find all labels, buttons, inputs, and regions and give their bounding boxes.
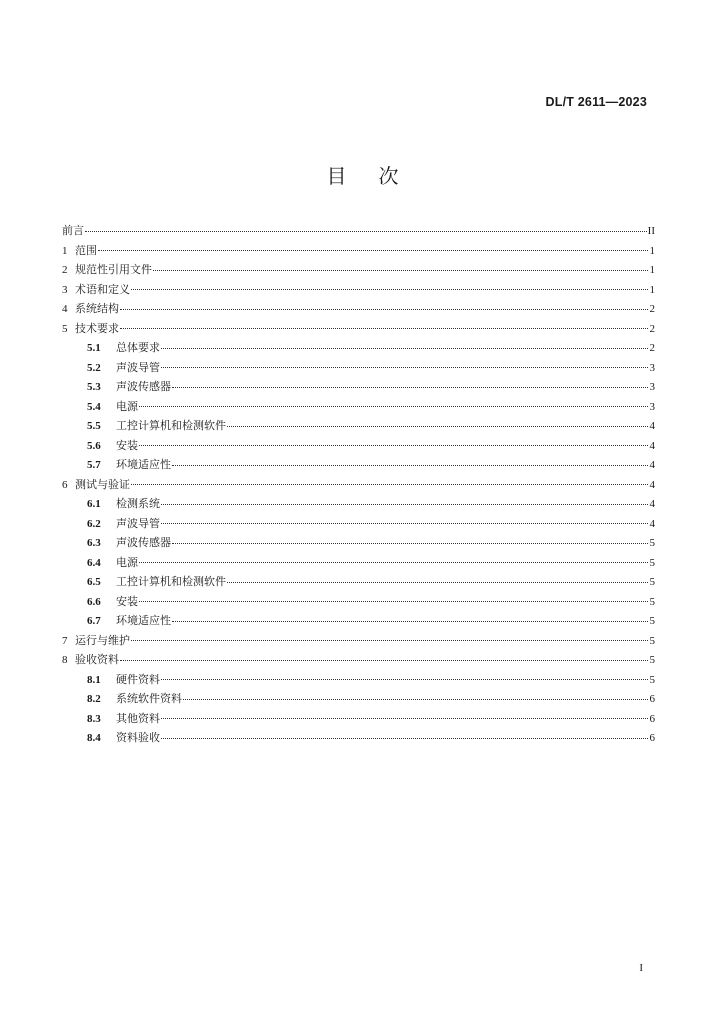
toc-entry-page: 5 [649, 595, 655, 608]
toc-dot-leader [85, 230, 647, 232]
toc-entry-label: 声波传感器 [116, 536, 171, 549]
toc-dot-leader [131, 483, 648, 485]
toc-entry[interactable] [62, 728, 655, 748]
toc-entry-number: 5.2 [87, 361, 101, 374]
toc-entry[interactable] [62, 709, 655, 729]
toc-entry-page: 4 [649, 478, 655, 491]
toc-entry[interactable] [62, 377, 655, 397]
toc-entry[interactable] [62, 397, 655, 417]
toc-entry[interactable] [62, 455, 655, 475]
table-of-contents [62, 221, 655, 748]
toc-dot-leader [120, 308, 648, 310]
toc-entry[interactable] [62, 436, 655, 456]
toc-entry-label: 工控计算机和检测软件 [116, 419, 226, 432]
toc-entry-page: 6 [649, 712, 655, 725]
toc-entry-label: 前言 [62, 224, 84, 237]
toc-entry[interactable] [62, 572, 655, 592]
toc-entry-page: 3 [649, 400, 655, 413]
toc-entry[interactable] [62, 514, 655, 534]
toc-dot-leader [172, 386, 648, 388]
toc-entry-number: 5.7 [87, 459, 101, 471]
toc-dot-leader [172, 542, 648, 544]
toc-entry-page: 1 [649, 283, 655, 296]
toc-entry-page: 1 [649, 264, 655, 276]
toc-dot-leader [139, 405, 648, 407]
toc-entry-number: 5.6 [87, 439, 101, 452]
toc-entry[interactable] [62, 241, 655, 261]
toc-entry-label: 检测系统 [116, 497, 160, 510]
toc-entry-number: 6.6 [87, 595, 101, 608]
toc-entry-label: 工控计算机和检测软件 [116, 575, 226, 588]
toc-entry-label: 总体要求 [116, 341, 160, 354]
toc-entry-number: 8 [62, 654, 68, 666]
toc-dot-leader [139, 444, 648, 446]
toc-entry-page: 2 [649, 303, 655, 315]
toc-entry-number: 6.3 [87, 537, 101, 549]
toc-entry-label: 声波导管 [116, 516, 160, 530]
toc-entry[interactable] [62, 475, 655, 495]
toc-dot-leader [120, 327, 648, 329]
toc-dot-leader [131, 288, 648, 290]
toc-entry-number: 3 [62, 283, 68, 296]
toc-entry-number: 6.5 [87, 576, 101, 588]
toc-entry-number: 8.2 [87, 693, 101, 705]
toc-entry-label: 电源 [116, 399, 138, 413]
toc-entry-label: 资料验收 [116, 731, 160, 744]
page-title: 目次 [326, 164, 431, 188]
toc-entry-page: 2 [649, 322, 655, 335]
toc-entry-page: 5 [649, 576, 655, 588]
toc-entry[interactable] [62, 533, 655, 553]
toc-dot-leader [161, 737, 648, 739]
toc-entry[interactable] [62, 416, 655, 436]
toc-entry-page: 6 [649, 732, 655, 744]
toc-entry[interactable] [62, 358, 655, 378]
toc-entry-number: 6 [62, 478, 68, 491]
toc-entry-number: 5.5 [87, 420, 101, 432]
toc-entry-page: 4 [649, 439, 655, 452]
toc-dot-leader [227, 425, 648, 427]
toc-entry-page: 2 [649, 342, 655, 354]
toc-dot-leader [172, 464, 648, 466]
toc-entry-number: 8.1 [87, 673, 101, 686]
toc-entry[interactable] [62, 280, 655, 300]
toc-entry[interactable] [62, 260, 655, 280]
toc-entry-label: 范围 [75, 243, 97, 257]
toc-dot-leader [161, 678, 648, 680]
toc-entry-page: 5 [649, 615, 655, 627]
toc-entry-page: II [647, 225, 655, 237]
toc-entry-page: 5 [649, 556, 655, 569]
toc-entry-page: 6 [649, 693, 655, 705]
toc-entry-page: 5 [649, 673, 655, 686]
toc-entry[interactable] [62, 631, 655, 651]
toc-entry-number: 5.3 [87, 381, 101, 393]
toc-entry[interactable] [62, 338, 655, 358]
toc-dot-leader [161, 522, 648, 524]
toc-entry[interactable] [62, 592, 655, 612]
toc-dot-leader [183, 698, 648, 700]
page-number: I [639, 962, 643, 974]
toc-dot-leader [153, 269, 648, 271]
toc-entry-number: 5.1 [87, 342, 101, 354]
toc-entry-page: 5 [649, 634, 655, 647]
toc-entry-number: 8.3 [87, 712, 101, 725]
toc-entry-label: 硬件资料 [116, 672, 160, 686]
toc-entry[interactable] [62, 650, 655, 670]
toc-entry-number: 5 [62, 322, 68, 335]
toc-dot-leader [131, 639, 648, 641]
toc-dot-leader [227, 581, 648, 583]
toc-entry[interactable] [62, 494, 655, 514]
toc-entry-label: 系统结构 [75, 302, 119, 315]
toc-entry-number: 6.1 [87, 498, 101, 510]
toc-entry-page: 4 [649, 459, 655, 471]
toc-dot-leader [161, 347, 648, 349]
document-code: DL/T 2611—2023 [545, 95, 647, 109]
toc-entry-label: 环境适应性 [116, 458, 171, 471]
toc-entry[interactable] [62, 299, 655, 319]
toc-entry-number: 8.4 [87, 732, 101, 744]
toc-dot-leader [139, 600, 648, 602]
toc-entry-number: 1 [62, 244, 68, 257]
toc-entry[interactable] [62, 689, 655, 709]
toc-entry-number: 7 [62, 634, 68, 647]
toc-entry-label: 环境适应性 [116, 614, 171, 627]
toc-entry[interactable] [62, 670, 655, 690]
toc-dot-leader [161, 717, 648, 719]
toc-entry-label: 验收资料 [75, 653, 119, 666]
toc-dot-leader [161, 366, 648, 368]
toc-entry-page: 4 [649, 420, 655, 432]
toc-entry-number: 6.4 [87, 556, 101, 569]
toc-entry-label: 规范性引用文件 [75, 263, 152, 276]
toc-entry-page: 3 [649, 381, 655, 393]
toc-entry-page: 5 [649, 537, 655, 549]
toc-entry-label: 测试与验证 [75, 477, 130, 491]
toc-entry[interactable] [62, 319, 655, 339]
toc-entry-label: 术语和定义 [75, 282, 130, 296]
toc-dot-leader [98, 249, 648, 251]
toc-entry-page: 4 [649, 517, 655, 530]
toc-entry-number: 6.7 [87, 615, 101, 627]
toc-entry-page: 5 [649, 654, 655, 666]
toc-dot-leader [120, 659, 648, 661]
toc-entry-label: 电源 [116, 555, 138, 569]
toc-entry-page: 1 [649, 244, 655, 257]
toc-entry[interactable] [62, 611, 655, 631]
toc-dot-leader [139, 561, 648, 563]
toc-dot-leader [172, 620, 648, 622]
toc-entry[interactable] [62, 221, 655, 241]
toc-entry-label: 安装 [116, 438, 138, 452]
toc-entry-label: 声波传感器 [116, 380, 171, 393]
toc-entry[interactable] [62, 553, 655, 573]
toc-entry-label: 声波导管 [116, 360, 160, 374]
toc-entry-label: 其他资料 [116, 711, 160, 725]
toc-entry-label: 安装 [116, 594, 138, 608]
toc-entry-number: 4 [62, 303, 68, 315]
toc-entry-page: 4 [649, 498, 655, 510]
toc-entry-number: 2 [62, 264, 68, 276]
toc-entry-number: 5.4 [87, 400, 101, 413]
toc-dot-leader [161, 503, 648, 505]
toc-entry-label: 技术要求 [75, 321, 119, 335]
toc-entry-number: 6.2 [87, 517, 101, 530]
toc-entry-label: 系统软件资料 [116, 692, 182, 705]
toc-entry-label: 运行与维护 [75, 633, 130, 647]
toc-entry-page: 3 [649, 361, 655, 374]
